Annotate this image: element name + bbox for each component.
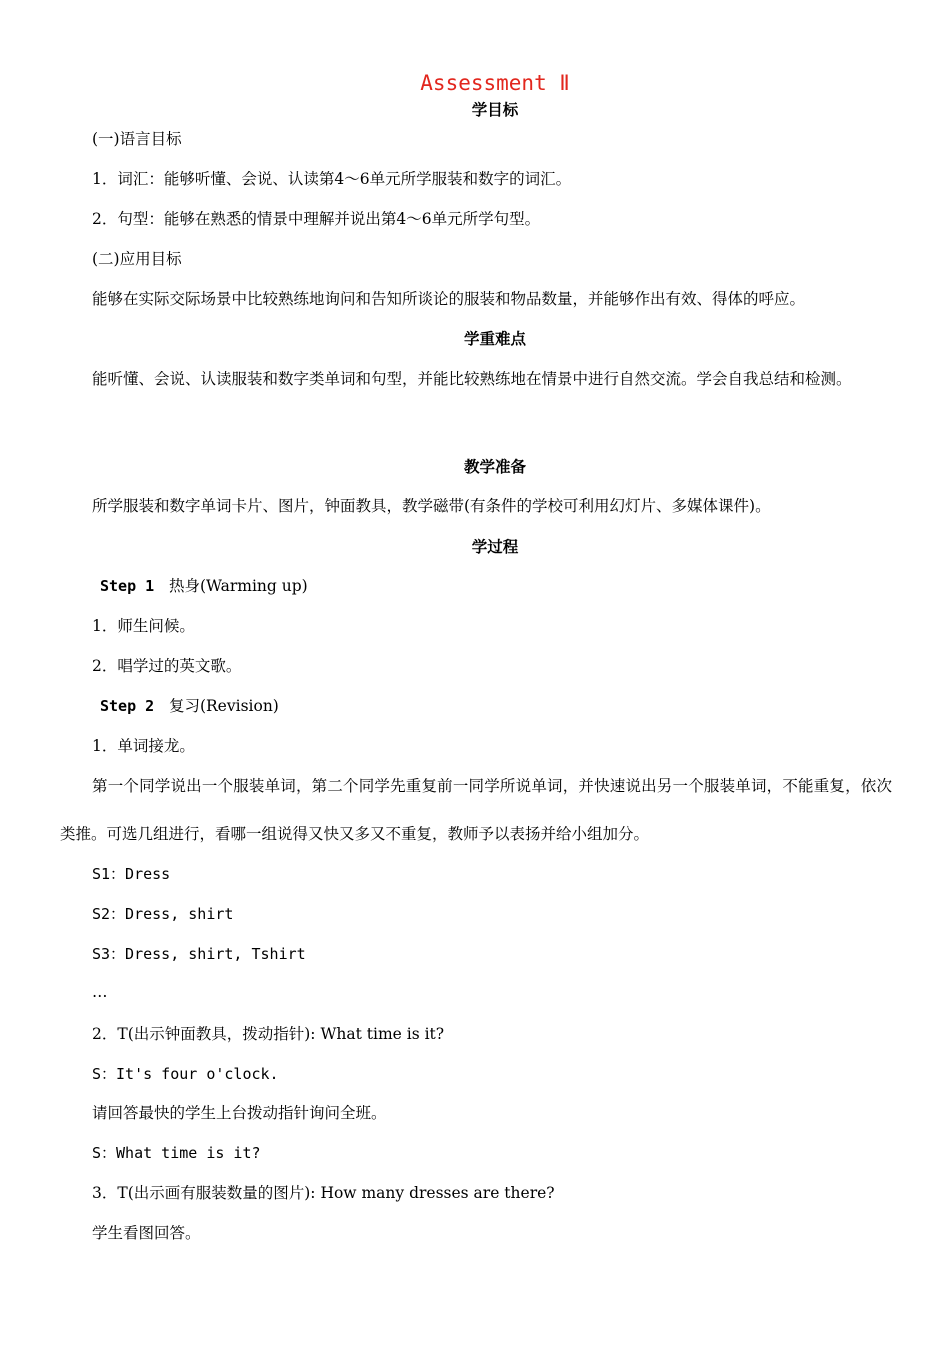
preparation-text: 所学服装和数字单词卡片、图片，钟面教具，教学磁带(有条件的学校可利用幻灯片、多媒体课件)。: [92, 497, 771, 515]
step-1-heading: [100, 576, 308, 596]
step-2-item-2: 2．T(出示钟面教具，拨动指针): What time is it?: [92, 1025, 445, 1043]
step-2-item-2-answer: S：It's four o'clock.: [92, 1065, 279, 1083]
step-2-text: 复习(Revision): [168, 697, 279, 715]
objective-application-text: 能够在实际交际场景中比较熟练地询问和告知所谈论的服装和物品数量，并能够作出有效、得体的呼应。: [92, 290, 806, 308]
objective-application-label: (二)应用目标: [92, 250, 182, 268]
step-2-heading: [100, 696, 279, 716]
heading-process: 学过程: [471, 537, 519, 556]
step-2-item-1-description: 第一个同学说出一个服装单词，第二个同学先重复前一同学所说单词，并快速说出另一个服装单词，不能重复，依次类推。可选几组进行，看哪一组说得又快又多又不重复，教师予以表扬并给小组加分。: [60, 777, 892, 843]
dialogue-line-2: S2：Dress, shirt: [92, 905, 234, 923]
objective-item-1: 1．词汇：能够听懂、会说、认读第4～6单元所学服装和数字的词汇。: [92, 170, 572, 188]
key-points-paragraph: 能听懂、会说、认读服装和数字类单词和句型，并能比较熟练地在情景中进行自然交流。学会自我总结和检测。: [92, 370, 852, 388]
dialogue-line-1: S1：Dress: [92, 865, 171, 883]
ellipsis: …: [92, 983, 108, 1001]
heading-preparation: 教学准备: [463, 457, 526, 476]
step-2-item-2-question: S：What time is it?: [92, 1144, 261, 1162]
step-1-text: 热身(Warming up): [168, 577, 308, 595]
objective-item-2: 2．句型：能够在熟悉的情景中理解并说出第4～6单元所学句型。: [92, 210, 541, 228]
step-1-item-1: 1．师生问候。: [92, 617, 195, 635]
step-1-label: Step 1: [100, 577, 155, 595]
step-2-item-2-note: 请回答最快的学生上台拨动指针询问全班。: [92, 1104, 387, 1122]
step-1-item-2: 2．唱学过的英文歌。: [92, 657, 242, 675]
step-2-item-3-note: 学生看图回答。: [92, 1224, 201, 1242]
step-2-item-3: 3．T(出示画有服装数量的图片): How many dresses are there?: [92, 1184, 555, 1202]
step-2-item-1: 1．单词接龙。: [92, 737, 195, 755]
objective-language-label: (一)语言目标: [92, 130, 182, 148]
dialogue-line-3: S3：Dress, shirt, Tshirt: [92, 945, 306, 963]
step-2-label: Step 2: [100, 697, 155, 715]
heading-objectives: 学目标: [471, 100, 519, 119]
heading-key-points: 学重难点: [463, 329, 526, 348]
document-title: Assessment Ⅱ: [420, 71, 570, 95]
